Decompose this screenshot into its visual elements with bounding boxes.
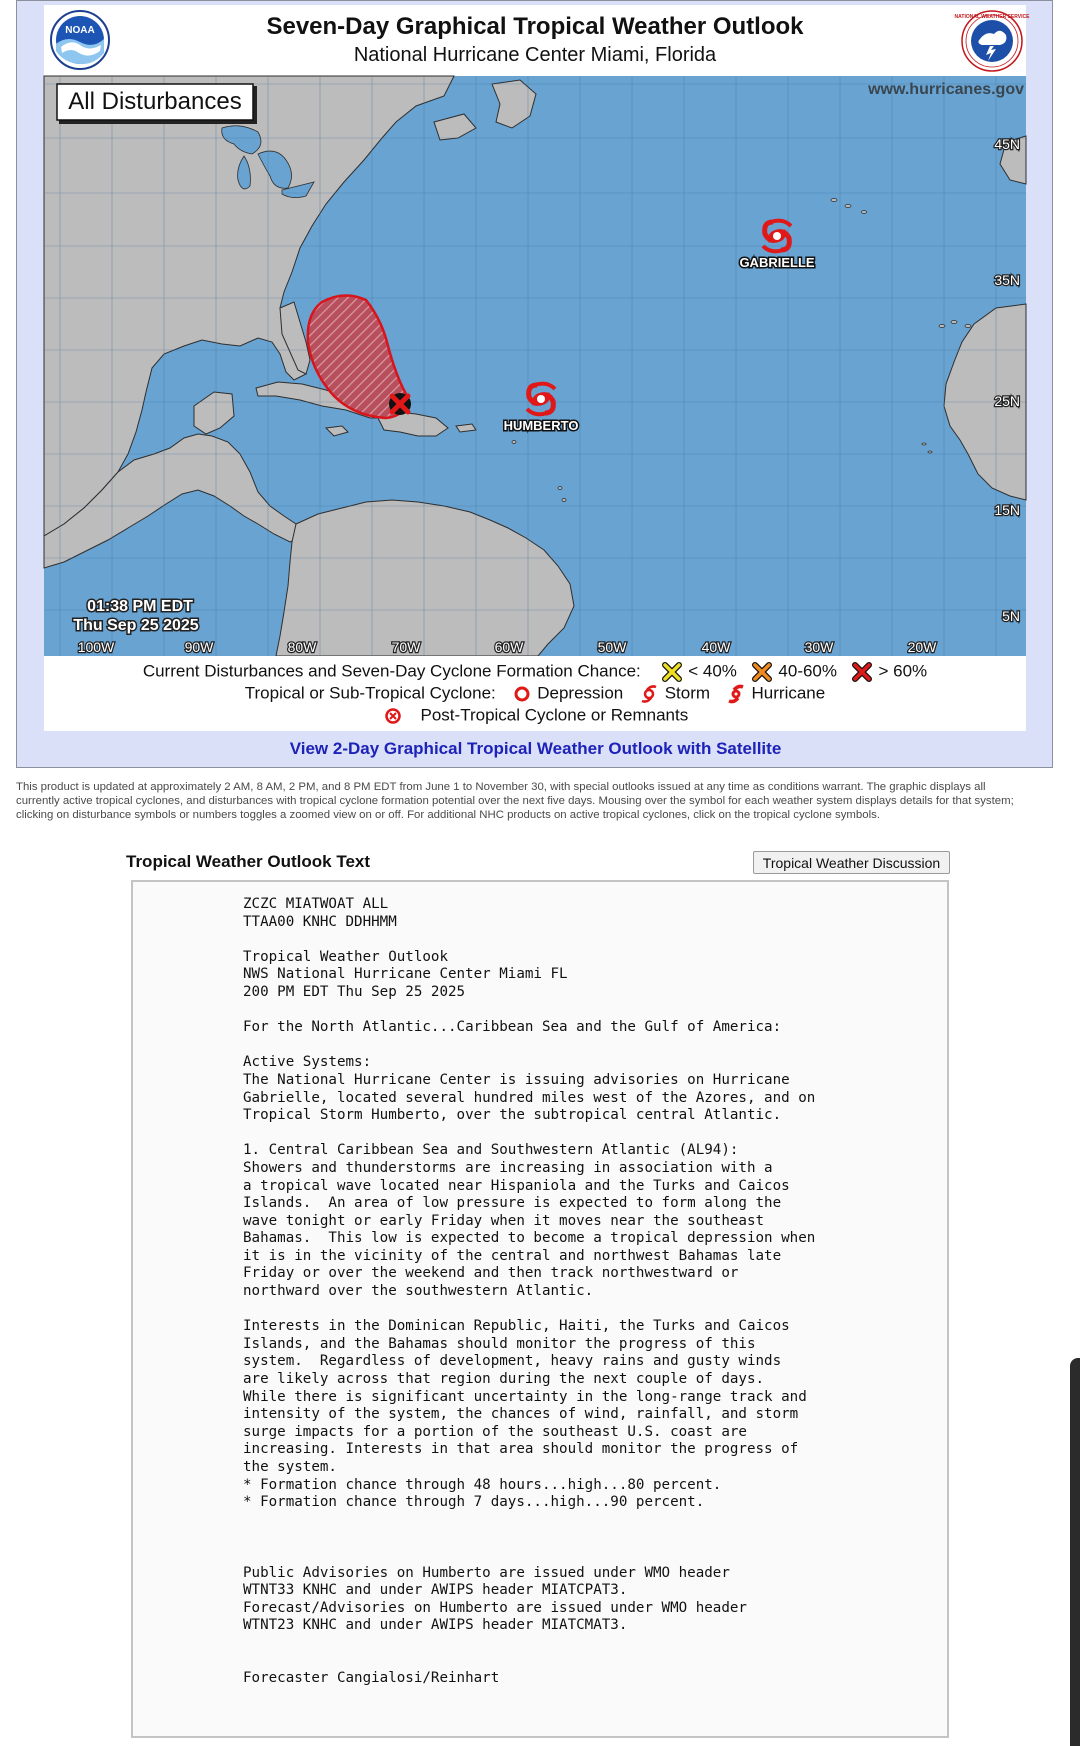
lon-label: 50W	[597, 639, 627, 655]
scrollbar[interactable]	[1070, 1358, 1080, 1746]
page-subtitle: National Hurricane Center Miami, Florida	[353, 44, 717, 66]
nws-logo-icon	[954, 9, 1030, 73]
depression-icon	[513, 685, 531, 703]
lon-label: 30W	[804, 639, 834, 655]
lon-label: 80W	[287, 639, 317, 655]
outlook-text-heading: Tropical Weather Outlook Text	[126, 852, 371, 871]
legend-high-label: > 60%	[878, 661, 928, 681]
low-chance-x-icon	[662, 662, 682, 682]
lon-label: 60W	[494, 639, 524, 655]
lon-label: 100W	[77, 639, 115, 655]
medium-chance-x-icon	[752, 662, 772, 682]
high-chance-x-icon	[852, 662, 872, 682]
legend-row-formation-chance	[44, 661, 1026, 682]
lon-label: 70W	[391, 639, 421, 655]
tropical-outlook-map	[44, 76, 1026, 656]
legend-depression-label: Depression	[537, 683, 624, 703]
storm-icon	[640, 685, 658, 703]
post-tropical-icon	[384, 707, 402, 725]
legend-medium-label: 40-60%	[778, 661, 838, 681]
legend-cyclone-label: Tropical or Sub-Tropical Cyclone:	[244, 683, 496, 703]
lat-label: 35N	[994, 272, 1020, 288]
storm-label-humberto[interactable]: HUMBERTO	[503, 418, 579, 433]
outlook-text-box[interactable]	[131, 880, 949, 1738]
lat-label: 15N	[994, 502, 1020, 518]
website-label: www.hurricanes.gov	[868, 81, 1024, 98]
legend-row-cyclone-types	[44, 683, 1026, 704]
lat-label: 5N	[1002, 608, 1020, 624]
lat-label: 25N	[994, 393, 1020, 409]
legend-post-tropical-label: Post-Tropical Cyclone or Remnants	[420, 705, 689, 725]
puerto-rico-land	[456, 424, 476, 432]
tropical-weather-discussion-button[interactable]: Tropical Weather Discussion	[753, 851, 950, 874]
legend-hurricane-label: Hurricane	[751, 683, 826, 703]
view-2day-outlook-link[interactable]: View 2-Day Graphical Tropical Weather Outlook with Satellite	[289, 739, 782, 758]
disturbance-high-chance-icon[interactable]	[389, 393, 411, 415]
outlook-graphic-frame	[16, 0, 1053, 768]
outlook-map-panel	[44, 5, 1030, 731]
lon-label: 90W	[184, 639, 214, 655]
product-update-note: This product is updated at approximately 2 AM, 8 AM, 2 PM, and 8 PM EDT from June 1 to November 30, with special outlooks issued at any time as conditions warrant. The graphic displays all currently active tropical cyclones, and disturbances with tropical cyclone formation potential over the next five days. Mousing over the symbol for each weather system displays details for that system; clicking on disturbance symbols or numbers toggles a zoomed view on or off. For additional NHC products on active tropical cyclones, click on the tropical cyclone symbols.	[16, 781, 1014, 822]
noaa-logo-text: NOAA	[65, 25, 95, 36]
legend-formation-label: Current Disturbances and Seven-Day Cyclone Formation Chance:	[142, 661, 641, 681]
legend-low-label: < 40%	[688, 661, 737, 681]
legend-storm-label: Storm	[664, 683, 711, 703]
map-legend	[44, 656, 1026, 731]
view-selector-label: All Disturbances	[68, 88, 242, 115]
lon-label: 40W	[701, 639, 731, 655]
lon-label: 20W	[907, 639, 937, 655]
view-selector[interactable]	[57, 84, 257, 124]
lat-label: 45N	[994, 136, 1020, 152]
legend-row-post-tropical	[44, 705, 1026, 726]
page-title: Seven-Day Graphical Tropical Weather Outlook	[266, 13, 804, 40]
hurricane-icon	[727, 685, 745, 703]
storm-label-gabrielle[interactable]: GABRIELLE	[739, 255, 815, 270]
outlook-text-body: ZCZC MIATWOAT ALL TTAA00 KNHC DDHHMM Tropical Weather Outlook NWS National Hurricane Center Miami FL 200 PM EDT Thu Sep 25 2025 For the North Atlantic...Caribbean Sea and the Gulf of America: Active Systems: The National Hurricane Center is issuing advisories on Hurricane Gabrielle, located several hundred miles west of the Azores, and on Tropical Storm Humberto, over the subtropical central Atlantic. 1. Central Caribbean Sea and Southwestern Atlantic (AL94): Showers and thunderstorms are increasing in association with a a tropical wave located near Hispaniola and the Turks and Caicos Islands. An area of low pressure is expected to form along the wave tonight or early Friday when it moves near the southeast Bahamas. This low is expected to become a tropical depression when it is in the vicinity of the central and northwest Bahamas late Friday or over the weekend and then track northwestward or northward over the southwestern Atlantic. Interests in the Dominican Republic, Haiti, the Turks and Caicos Islands, and the Bahamas should monitor the progress of this system. Regardless of development, heavy rains and gusty winds are likely across that region during the next couple of days. While there is significant uncertainty in the long-range track and intensity of the system, the chances of wind, rainfall, and storm surge impacts for a portion of the southeast U.S. coast are increasing. Interests in that area should monitor the progress of the system. * Formation chance through 48 hours...high...80 percent. * Formation chance through 7 days...high...90 percent. Public Advisories on Humberto are issued under WMO header WTNT33 KNHC and under AWIPS header MIATCPAT3. Forecast/Advisories on Humberto are issued under WMO header WTNT23 KNHC and under AWIPS header MIATCMAT3. Forecaster Cangialosi/Reinhart	[243, 896, 816, 1687]
map-date: Thu Sep 25 2025	[73, 617, 199, 634]
graphic-header	[44, 5, 1030, 76]
map-time: 01:38 PM EDT	[87, 598, 193, 615]
nws-logo-text: NATIONAL WEATHER SERVICE	[954, 14, 1030, 20]
